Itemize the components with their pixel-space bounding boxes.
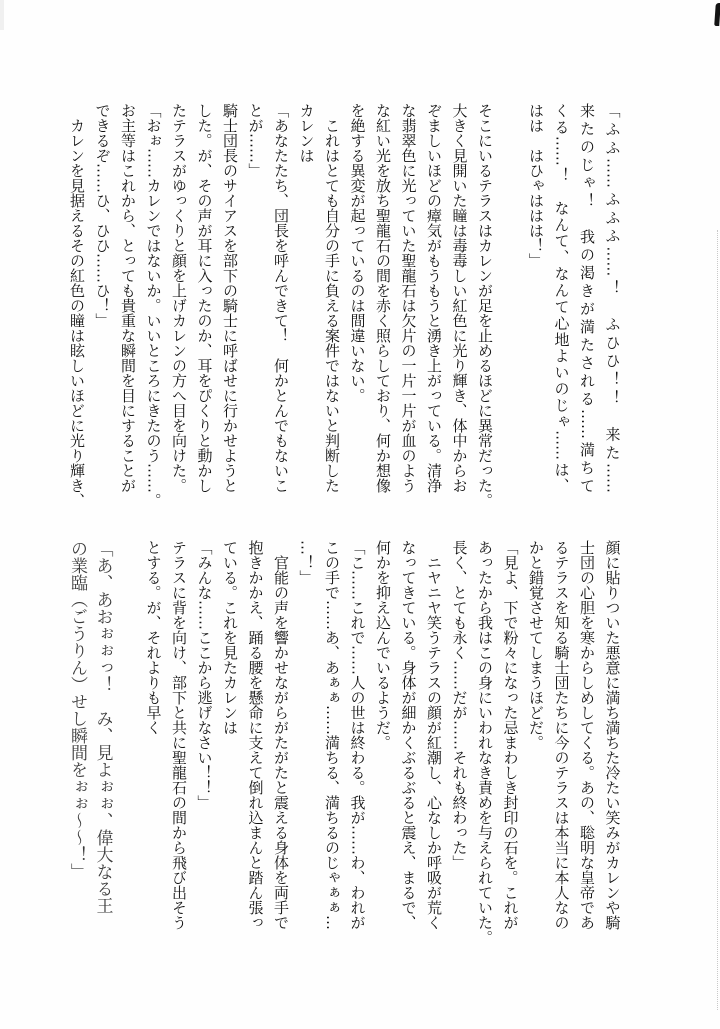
text-column: この手で……あ、あぁぁ……満ちる、満ちるのじゃぁぁ…	[323, 540, 341, 930]
text-column: なってきている。身体が細かくぶるぶると震え、まるで、	[399, 540, 418, 930]
text-column: 「みんな……ここから逃げなさい！！」	[195, 540, 214, 810]
text-column: これはとても自分の手に負える案件ではないと判断した	[323, 103, 341, 493]
text-column: 「ふふ……ふふふ……！ ふひひ！！ 来た……	[603, 103, 622, 493]
text-column: した。が、その声が耳に入ったのか、耳をぴくりと動かし	[195, 103, 214, 493]
text-column: 何かを抑え込んでいるようだ。	[374, 540, 392, 750]
bottom-text-block	[0, 540, 720, 950]
text-column: とが……」	[246, 103, 265, 178]
text-column: 抱きかかえ、踊る腰を懸命に支えて倒れ込まんと踏ん張っ	[246, 540, 265, 930]
text-column: そこにいるテラスはカレンが足を止めるほどに異常だった。	[476, 103, 494, 508]
text-column: 大きく見開いた瞳は毒毒しい紅色に光り輝き、体中からお	[450, 103, 469, 493]
text-column: たテラスがゆっくりと顔を上げカレンの方へ目を向けた。	[170, 103, 188, 493]
text-column: 長く、とても永く……だが……それも終わった」	[450, 540, 469, 870]
text-column: カレンは	[297, 103, 316, 163]
text-column: 騎士団長のサイアスを部下の騎士に呼ばせに行かせようと	[221, 103, 239, 493]
text-column: ぞましいほどの瘴気がもうもうと湧き上がっている。清浄	[425, 103, 443, 493]
text-column: はは はひゃははは！」	[527, 103, 545, 268]
emphasis-text-column: 「あ、あおぉぉっ！ み、見よぉぉ、偉大なる王	[92, 540, 113, 914]
text-column: お主等はこれから、とっても貴重な瞬間を目にすることが	[119, 103, 137, 493]
text-column: 「見よ、下で粉々になった忌まわしき封印の石を。これが	[501, 540, 520, 930]
text-column: 「おぉ……カレンではないか。いいところにきたのう……。	[144, 103, 163, 508]
text-column: るテラスを知る騎士団たちに今のテラスは本当に本人なの	[552, 540, 571, 930]
text-column: ニヤニヤ笑うテラスの顔が紅潮し、心なしか呼吸が荒く	[425, 540, 443, 930]
text-column: を絶する異変が起っているのは間違いない。	[348, 103, 367, 403]
scan-corner-shade	[0, 0, 4, 30]
top-text-block	[0, 103, 720, 513]
emphasis-text-column: の業臨（ごうりん）せし瞬間をぉぉ〜〜！」	[67, 540, 87, 880]
text-column: 士団の心胆を寒からしめしてくる。あの、聡明な皇帝であ	[578, 540, 596, 930]
text-column: テラスに背を向け、部下と共に聖龍石の間から飛び出そう	[170, 540, 188, 930]
text-column: 官能の声を響かせながらがたがたと震える身体を両手で	[272, 540, 290, 930]
scan-edge-mark	[714, 3, 720, 26]
text-column: 来たのじゃ！ 我の渇きが満たされる……満ちて	[578, 103, 596, 493]
text-column: な翡翠色に光っていた聖龍石は欠片の一片一片が血のよう	[399, 103, 418, 493]
text-column: …！」	[297, 540, 316, 585]
text-column: とする。が、それよりも早く	[144, 540, 163, 735]
text-column: 顔に貼りついた悪意に満ち満ちた冷たい笑みがカレンや騎	[603, 540, 622, 930]
text-column: カレンを見据えるその紅色の瞳は眩しいほどに光り輝き、	[68, 103, 86, 508]
text-column: かと錯覚させてしまうほどだ。	[527, 540, 545, 750]
text-column: 「あなたたち、団長を呼んできて！ 何かとんでもないこ	[272, 103, 290, 493]
text-column: な紅い光を放ち聖龍石の間を赤く照らしており、何か想像	[374, 103, 392, 493]
text-column: 「こ……これで……人の世は終わる。我が……わ、われが	[348, 540, 367, 930]
text-column: くる……！ なんて、なんて心地よいのじゃ……は、	[552, 103, 571, 493]
text-column: あったから我はこの身にいわれなき責めを与えられていた。	[476, 540, 494, 945]
text-column: できるぞ……ひ、ひひ……ひ！」	[93, 103, 112, 328]
text-column: ている。これを見たカレンは	[221, 540, 239, 735]
